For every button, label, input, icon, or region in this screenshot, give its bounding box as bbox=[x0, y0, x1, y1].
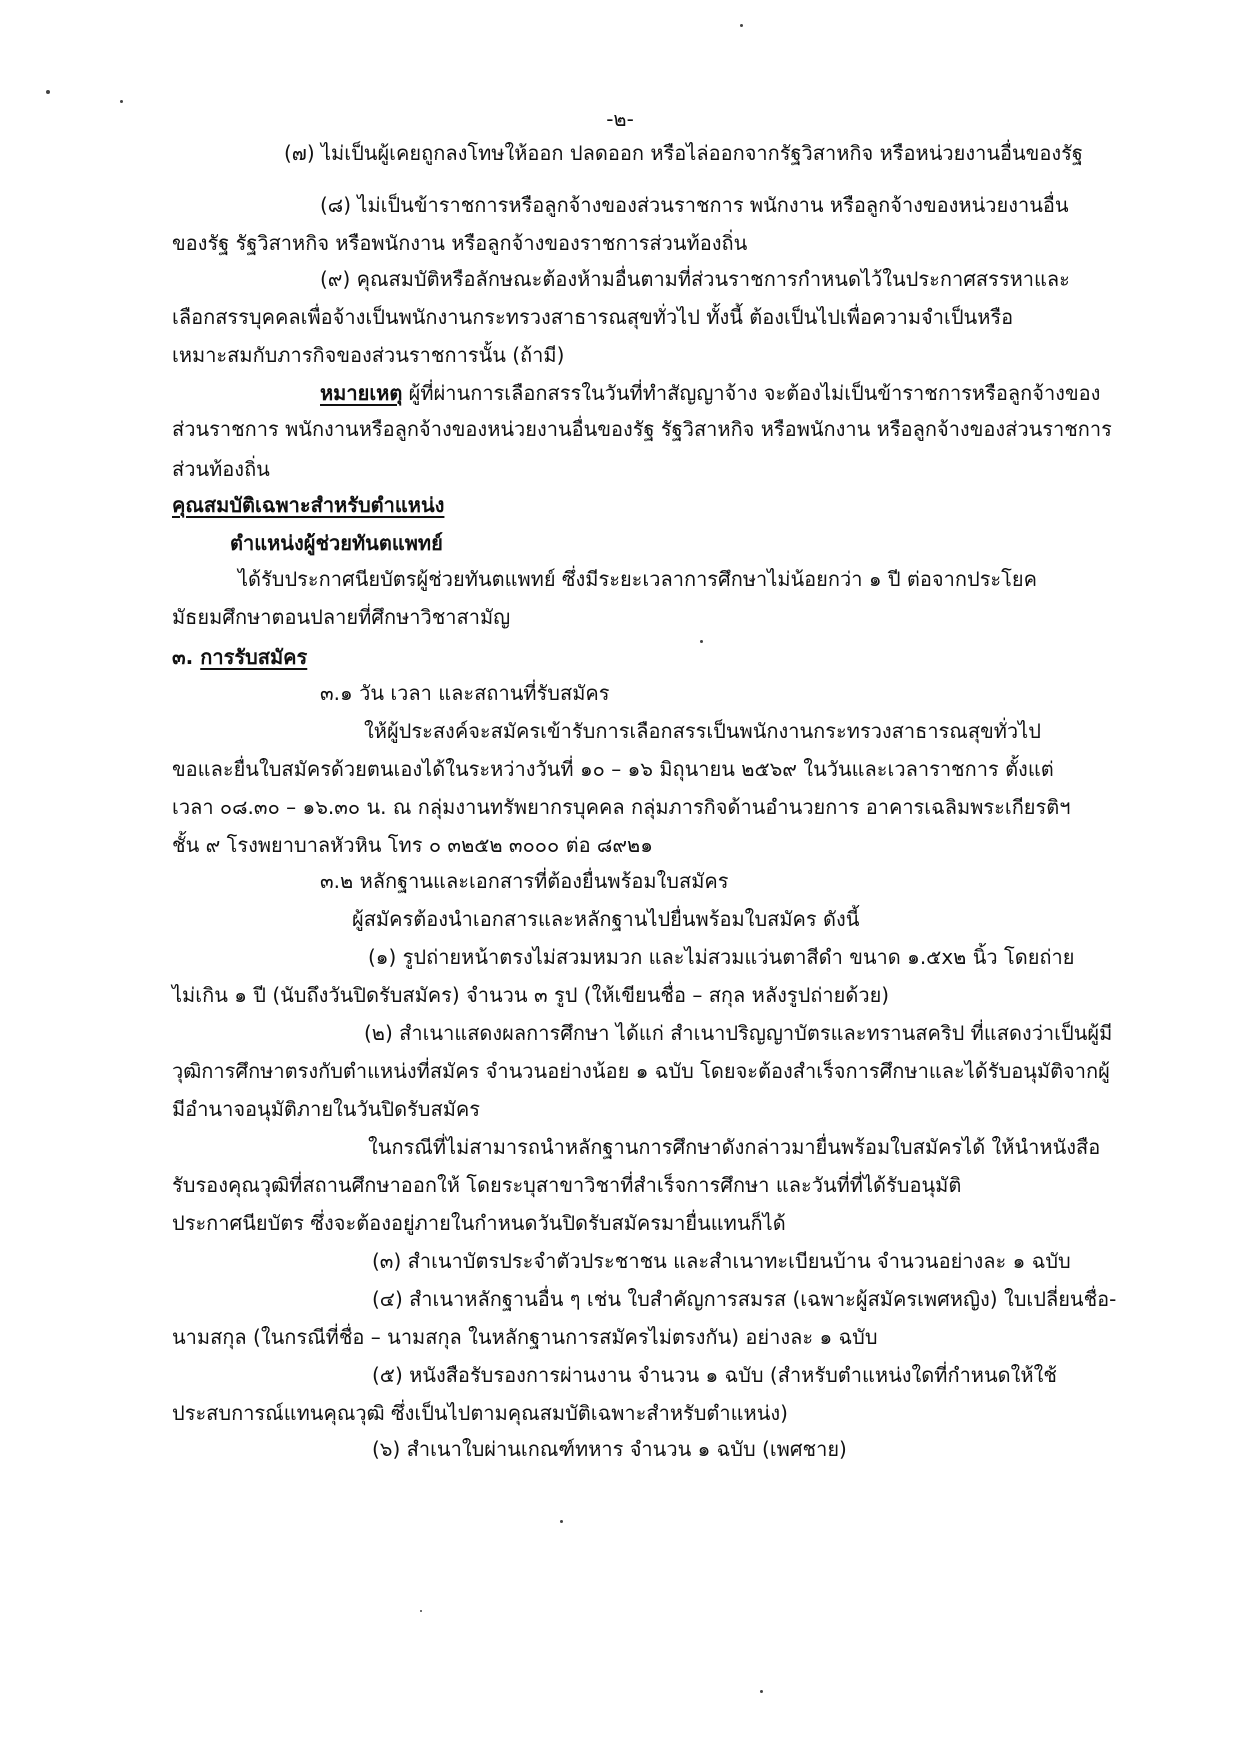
remark-line bbox=[320, 380, 1100, 406]
text-line-33: (๕) หนังสือรับรองการผ่านงาน จำนวน ๑ ฉบับ (สำหรับตำแหน่งใดที่กำหนดให้ใช้ bbox=[372, 1363, 1057, 1387]
section-title: การรับสมัคร bbox=[200, 645, 308, 669]
subsection-3-2: ๓.๒ หลักฐานและเอกสารที่ต้องยื่นพร้อมใบสมัคร bbox=[320, 869, 729, 893]
text-line-2: (๘) ไม่เป็นข้าราชการหรือลูกจ้างของส่วนราชการ พนักงาน หรือลูกจ้างของหน่วยงานอื่น bbox=[320, 193, 1069, 217]
text-line-30: (๓) สำเนาบัตรประจำตัวประชาชน และสำเนาทะเบียนบ้าน จำนวนอย่างละ ๑ ฉบับ bbox=[372, 1249, 1071, 1273]
text-line-35: (๖) สำเนาใบผ่านเกณฑ์ทหาร จำนวน ๑ ฉบับ (เพศชาย) bbox=[372, 1437, 847, 1461]
scan-speck bbox=[740, 24, 743, 27]
scan-speck bbox=[420, 1610, 422, 1612]
text-line-16: ให้ผู้ประสงค์จะสมัครเข้ารับการเลือกสรรเป็นพนักงานกระทรวงสาธารณสุขทั่วไป bbox=[364, 719, 1041, 743]
section-heading-application bbox=[172, 644, 307, 670]
text-line-24: (๒) สำเนาแสดงผลการศึกษา ได้แก่ สำเนาปริญญาบัตรและทรานสคริป ที่แสดงว่าเป็นผู้มี bbox=[364, 1021, 1113, 1045]
scan-speck bbox=[760, 1690, 763, 1693]
text-line-13: มัธยมศึกษาตอนปลายที่ศึกษาวิชาสามัญ bbox=[172, 605, 511, 629]
text-line-28: รับรองคุณวุฒิที่สถานศึกษาออกให้ โดยระบุสาขาวิชาที่สำเร็จการศึกษา และวันที่ที่ได้รับอนุมัติ bbox=[172, 1173, 962, 1197]
text-line-32: นามสกุล (ในกรณีที่ชื่อ – นามสกุล ในหลักฐานการสมัครไม่ตรงกัน) อย่างละ ๑ ฉบับ bbox=[172, 1325, 878, 1349]
text-line-3: ของรัฐ รัฐวิสาหกิจ หรือพนักงาน หรือลูกจ้างของราชการส่วนท้องถิ่น bbox=[172, 231, 748, 255]
section-heading-qualifications: คุณสมบัติเฉพาะสำหรับตำแหน่ง bbox=[172, 493, 445, 517]
text-line-27: ในกรณีที่ไม่สามารถนำหลักฐานการศึกษาดังกล่าวมายื่นพร้อมใบสมัครได้ ให้นำหนังสือ bbox=[368, 1135, 1101, 1159]
scan-speck bbox=[46, 90, 50, 94]
scan-speck bbox=[560, 1520, 563, 1523]
text-line-34: ประสบการณ์แทนคุณวุฒิ ซึ่งเป็นไปตามคุณสมบัติเฉพาะสำหรับตำแหน่ง) bbox=[172, 1401, 788, 1425]
text-line-19: ชั้น ๙ โรงพยาบาลหัวหิน โทร ๐ ๓๒๕๒ ๓๐๐๐ ต่อ ๘๙๒๑ bbox=[172, 833, 653, 857]
text-line-9: ส่วนท้องถิ่น bbox=[172, 457, 270, 481]
text-line-21: ผู้สมัครต้องนำเอกสารและหลักฐานไปยื่นพร้อมใบสมัคร ดังนี้ bbox=[352, 907, 860, 931]
text-line-17: ขอและยื่นใบสมัครด้วยตนเองได้ในระหว่างวันที่ ๑๐ – ๑๖ มิถุนายน ๒๕๖๙ ในวันและเวลาราชการ ตั้งแต่ bbox=[172, 757, 1054, 781]
text-line-22: (๑) รูปถ่ายหน้าตรงไม่สวมหมวก และไม่สวมแว่นตาสีดำ ขนาด ๑.๕x๒ นิ้ว โดยถ่าย bbox=[368, 945, 1075, 969]
section-number: ๓. bbox=[172, 645, 201, 669]
text-line-5: เลือกสรรบุคคลเพื่อจ้างเป็นพนักงานกระทรวงสาธารณสุขทั่วไป ทั้งนี้ ต้องเป็นไปเพื่อความจำเป็นหรือ bbox=[172, 305, 1014, 329]
text-line-12: ได้รับประกาศนียบัตรผู้ช่วยทันตแพทย์ ซึ่งมีระยะเวลาการศึกษาไม่น้อยกว่า ๑ ปี ต่อจากประโยค bbox=[238, 567, 1038, 591]
text-line-23: ไม่เกิน ๑ ปี (นับถึงวันปิดรับสมัคร) จำนวน ๓ รูป (ให้เขียนชื่อ – สกุล หลังรูปถ่ายด้วย) bbox=[172, 983, 890, 1007]
position-title: ตำแหน่งผู้ช่วยทันตแพทย์ bbox=[230, 531, 443, 555]
remark-text: ผู้ที่ผ่านการเลือกสรรในวันที่ทำสัญญาจ้าง จะต้องไม่เป็นข้าราชการหรือลูกจ้างของ bbox=[402, 381, 1101, 405]
text-line-31: (๔) สำเนาหลักฐานอื่น ๆ เช่น ใบสำคัญการสมรส (เฉพาะผู้สมัครเพศหญิง) ใบเปลี่ยนชื่อ- bbox=[372, 1287, 1117, 1311]
scan-speck bbox=[120, 100, 123, 103]
text-line-1: (๗) ไม่เป็นผู้เคยถูกลงโทษให้ออก ปลดออก หรือไล่ออกจากรัฐวิสาหกิจ หรือหน่วยงานอื่นของรัฐ bbox=[284, 141, 1083, 165]
text-line-4: (๙) คุณสมบัติหรือลักษณะต้องห้ามอื่นตามที่ส่วนราชการกำหนดไว้ในประกาศสรรหาและ bbox=[320, 267, 1070, 291]
text-line-26: มีอำนาจอนุมัติภายในวันปิดรับสมัคร bbox=[172, 1097, 481, 1121]
page-number: -๒- bbox=[606, 107, 634, 131]
scan-speck bbox=[700, 640, 703, 643]
text-line-25: วุฒิการศึกษาตรงกับตำแหน่งที่สมัคร จำนวนอย่างน้อย ๑ ฉบับ โดยจะต้องสำเร็จการศึกษาและได้รับอนุมัติจากผู้ bbox=[172, 1059, 1110, 1083]
subsection-3-1: ๓.๑ วัน เวลา และสถานที่รับสมัคร bbox=[320, 681, 610, 705]
text-line-6: เหมาะสมกับภารกิจของส่วนราชการนั้น (ถ้ามี) bbox=[172, 343, 565, 367]
remark-label: หมายเหตุ bbox=[320, 381, 403, 405]
text-line-8: ส่วนราชการ พนักงานหรือลูกจ้างของหน่วยงานอื่นของรัฐ รัฐวิสาหกิจ หรือพนักงาน หรือลูกจ้างของส่วนราชการ bbox=[172, 417, 1112, 441]
text-line-29: ประกาศนียบัตร ซึ่งจะต้องอยู่ภายในกำหนดวันปิดรับสมัครมายื่นแทนก็ได้ bbox=[172, 1211, 786, 1235]
text-line-18: เวลา ๐๘.๓๐ – ๑๖.๓๐ น. ณ กลุ่มงานทรัพยากรบุคคล กลุ่มภารกิจด้านอำนวยการ อาคารเฉลิมพระเกียรติฯ bbox=[172, 795, 1071, 819]
